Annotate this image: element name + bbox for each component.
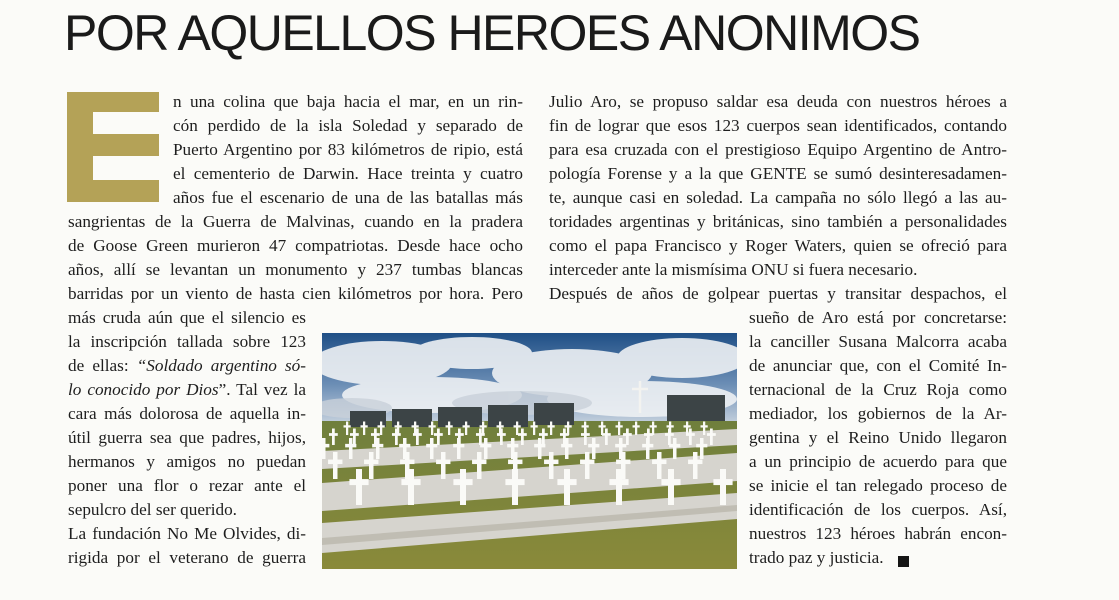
right-line-1: Julio Aro, se propuso saldar esa deuda con nuestros héroes a [549,92,1007,111]
left-line-20: rigida por el veterano de guerra [68,548,306,567]
left-line-5: años fue el escenario de una de las batallas más [173,188,523,207]
right-line-16: a un principio de acuerdo para que [749,452,1007,471]
left-line-11: la inscripción tallada sobre 123 [68,332,306,351]
left-line-8: años, allí se levantan un monumento y 237 tumbas blancas [68,260,523,279]
quote-part-2: lo conocido por Dios [68,380,219,399]
left-line-7: de Goose Green murieron 47 compatriotas. Desde hace ocho [68,236,523,255]
right-line-2: fin de lograr que esos 123 cuerpos sean identificados, contando [549,116,1007,135]
right-line-4: pología Forense y a la que GENTE se sumó desinteresadamen- [549,164,1007,183]
right-line-5: te, aunque casi en soledad. La campaña no sólo llegó a las au- [549,188,1007,207]
right-line-6: toridades argentinas y británicas, sino también a personalidades [549,212,1007,231]
left-line-17: poner una flor o rezar ante el [68,476,306,495]
left-line-9: barridas por un viento de hasta cien kilómetros por hora. Pero [68,284,523,303]
right-line-7: como el papa Francisco y Roger Waters, quien se ofreció para [549,236,1007,255]
left-line-4: el cementerio de Darwin. Hace treinta y cuatro [173,164,523,183]
left-line-14: cara más dolorosa de aquella in- [68,404,306,423]
left-line-3: Puerto Argentino por 83 kilómetros de ripio, está [173,140,523,159]
right-line-3: para esa cruzada con el prestigioso Equipo Argentino de Antro- [549,140,1007,159]
left-line-19: La fundación No Me Olvides, di- [68,524,306,543]
left-line-2: cón perdido de la isla Soledad y separado de [173,116,523,135]
right-line-19: nuestros 123 héroes habrán encon- [749,524,1007,543]
right-line-15: gentina y el Reino Unido llegaron [749,428,1007,447]
title-part-1: POR AQUELLOS [64,5,436,61]
right-line-14: mediador, los gobiernos de la Ar- [749,404,1007,423]
left-line-13: lo conocido por Dios”. Tal vez la [68,380,307,399]
right-line-9: Después de años de golpear puertas y transitar despachos, el [549,284,1007,303]
right-line-11: la canciller Susana Malcorra acaba [749,332,1007,351]
title-part-2: HEROES ANONIMOS [447,5,920,61]
right-line-10: sueño de Aro está por concretarse: [749,308,1007,327]
left-line-16: hermanos y amigos no puedan [68,452,306,471]
right-line-8: interceder ante la mismísima ONU si fuera necesario. [549,260,918,279]
right-line-17: se inicie el tan relegado proceso de [749,476,1007,495]
right-line-20: trado paz y justicia. [749,548,884,567]
left-line-15: útil guerra sea que padres, hijos, [68,428,306,447]
right-line-18: identificación de los cuerpos. Así, [749,500,1007,519]
end-of-article-square [898,556,909,567]
right-line-13: ternacional de la Cruz Roja como [749,380,1007,399]
left-line-10: más cruda aún que el silencio es [68,308,306,327]
left-line-1: n una colina que baja hacia el mar, en un rin- [173,92,523,111]
left-line-12: de ellas: “Soldado argentino só- [68,356,306,375]
left-line-18: sepulcro del ser querido. [68,500,237,519]
quote-part-1: “Soldado argentino só- [136,356,306,375]
right-line-12: de anunciar que, con el Comité In- [749,356,1007,375]
dropcap-e [67,92,159,202]
left-line-6: sangrientas de la Guerra de Malvinas, cuando en la pradera [68,212,523,231]
cemetery-photo [322,333,737,569]
article-title [64,2,1064,64]
